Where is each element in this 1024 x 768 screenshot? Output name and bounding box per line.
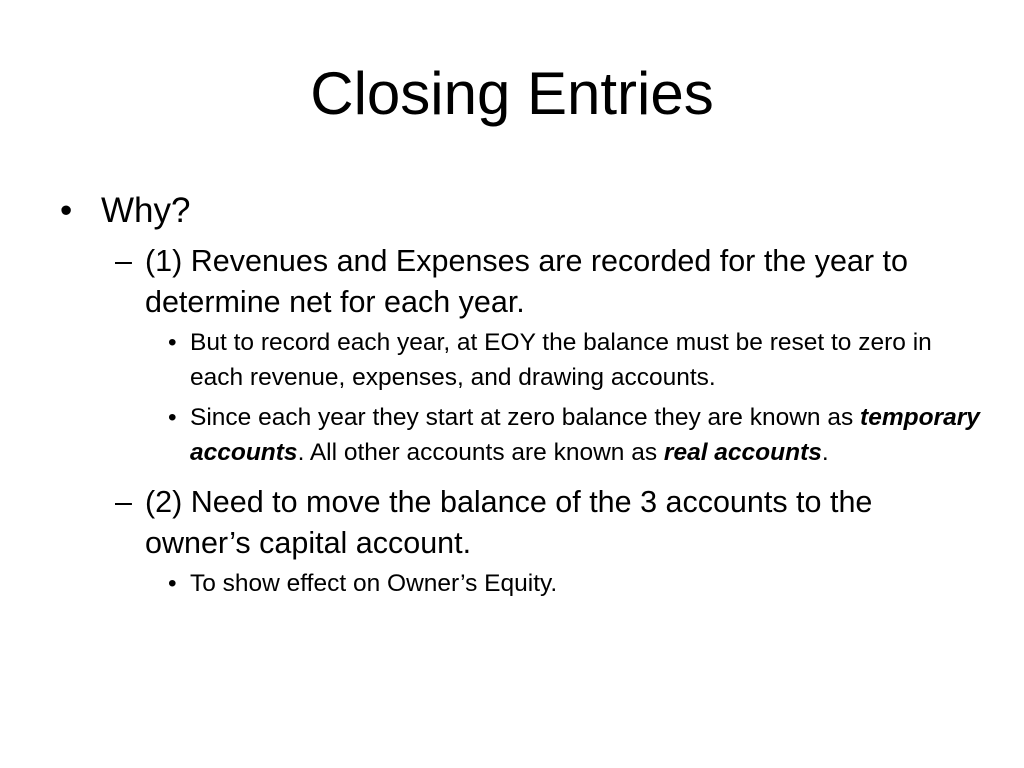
detail-bullet-reset xyxy=(168,325,980,395)
detail-text-part-3: . xyxy=(821,439,829,466)
detail-bullet-owners-equity-text: To show effect on Owner’s Equity. xyxy=(190,570,558,597)
slide-body xyxy=(60,185,980,601)
sub-bullet-reason-1-text: (1) Revenues and Expenses are recorded for the year to determine net for each year. xyxy=(145,244,908,319)
bullet-marker: • xyxy=(60,191,73,230)
detail-text-part-2: . All other accounts are known as xyxy=(297,439,664,466)
term-temporary-accounts: temporary accounts xyxy=(190,404,980,466)
term-real-accounts: real accounts xyxy=(663,439,822,466)
dash-marker: – xyxy=(115,244,132,278)
small-bullet-marker: • xyxy=(168,404,177,431)
detail-bullet-reset-text: But to record each year, at EOY the balance must be reset to zero in each revenue, expenses, and drawing accounts. xyxy=(190,329,932,391)
bullet-why xyxy=(60,185,980,237)
sub-bullet-reason-2 xyxy=(115,482,980,564)
dash-marker: – xyxy=(115,485,132,519)
sub-bullet-reason-1 xyxy=(115,241,980,323)
slide-title: Closing Entries xyxy=(310,60,714,127)
detail-bullet-owners-equity xyxy=(168,566,980,601)
detail-bullet-temporary-accounts xyxy=(168,400,980,470)
sub-bullet-reason-2-text: (2) Need to move the balance of the 3 accounts to the owner’s capital account. xyxy=(145,485,873,560)
small-bullet-marker: • xyxy=(168,570,177,597)
small-bullet-marker: • xyxy=(168,329,177,356)
bullet-why-text: Why? xyxy=(101,191,191,230)
detail-text-part-1: Since each year they start at zero balance they are known as xyxy=(190,404,861,431)
